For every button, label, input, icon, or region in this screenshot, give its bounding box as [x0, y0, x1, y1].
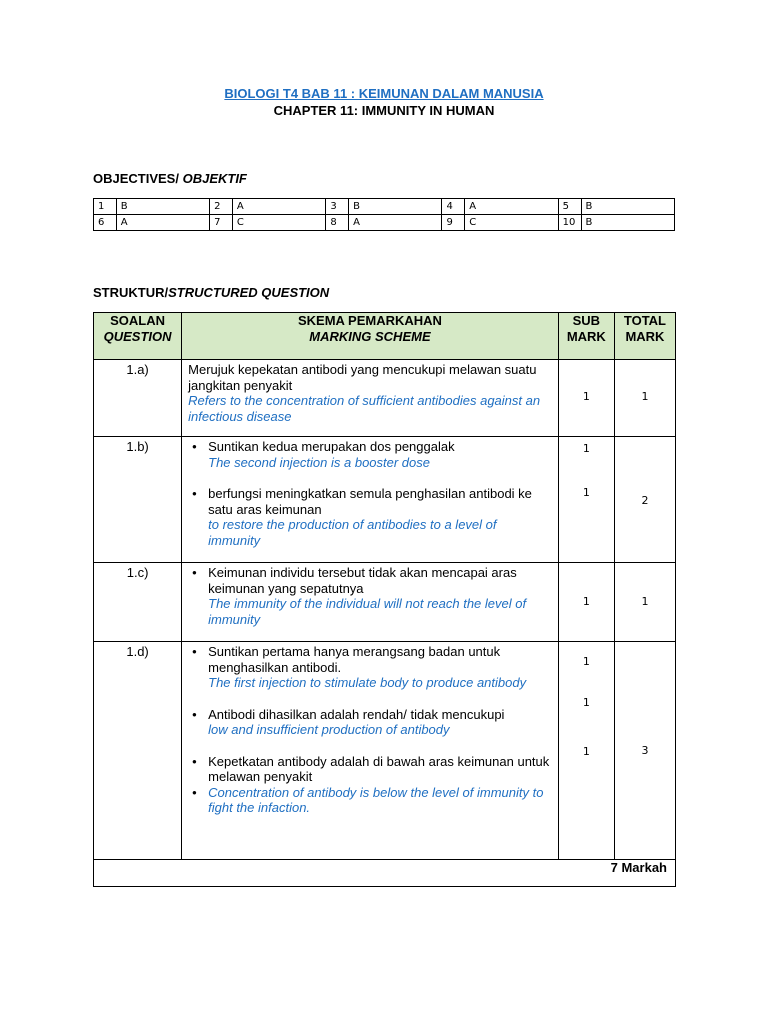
answer-point: [202, 565, 552, 627]
total-mark-cell: [614, 563, 675, 642]
scheme-cell: [182, 437, 559, 563]
question-number: 1.c): [94, 563, 182, 642]
column-total-line2: MARK: [625, 329, 665, 344]
objectives-table: [93, 198, 675, 231]
objective-number: 3: [326, 199, 349, 215]
objective-number: 6: [94, 215, 117, 231]
table-row: [94, 360, 676, 437]
question-number: 1.a): [94, 360, 182, 437]
marking-scheme-table: [93, 312, 676, 887]
objective-number: 10: [558, 215, 581, 231]
scheme-cell: [182, 563, 559, 642]
sub-mark: 1: [582, 655, 590, 668]
answer-malay: • Kepetkatan antibody adalah di bawah aras keimunan untuk melawan penyakit: [208, 753, 550, 784]
column-sub-line2: MARK: [566, 329, 606, 344]
answer-english: low and insufficient production of antibody: [208, 722, 450, 737]
objective-number: 2: [210, 199, 233, 215]
objective-answer: A: [349, 215, 442, 231]
scheme-cell: [182, 642, 559, 860]
column-total-line1: TOTAL: [623, 313, 666, 328]
answer-list: [188, 644, 552, 816]
column-sub-line1: SUB: [572, 313, 601, 328]
sub-mark-cell: [558, 642, 614, 860]
objectives-row: [94, 199, 675, 215]
sub-mark: 1: [582, 442, 590, 455]
answer-point: [202, 486, 552, 548]
question-number: 1.d): [94, 642, 182, 860]
column-scheme-malay: SKEMA PEMARKAHAN: [297, 313, 442, 328]
structured-heading-malay: STRUKTUR/: [93, 285, 169, 300]
objective-answer: C: [465, 215, 558, 231]
grand-total: 7 Markah: [94, 860, 676, 887]
objectives-row: [94, 215, 675, 231]
total-mark-cell: [614, 642, 675, 860]
answer-english: to restore the production of antibodies to a level of immunity: [208, 517, 497, 548]
answer-malay: • Suntikan pertama hanya merangsang badan untuk menghasilkan antibodi.: [208, 644, 501, 675]
answer-english: The immunity of the individual will not reach the level of immunity: [208, 596, 527, 627]
answer-point: [202, 707, 552, 738]
answer-point: [202, 785, 552, 816]
question-number: 1.b): [94, 437, 182, 563]
answer-english: Refers to the concentration of sufficient antibodies against an infectious disease: [188, 393, 541, 424]
column-header-total-mark: [614, 313, 675, 360]
column-header-sub-mark: [558, 313, 614, 360]
sub-mark: 1: [582, 595, 590, 608]
answer-malay: • Suntikan kedua merupakan dos penggalak: [208, 439, 455, 454]
objective-answer: B: [581, 215, 674, 231]
structured-heading: [93, 285, 329, 300]
total-mark-cell: [614, 360, 675, 437]
column-header-question: [94, 313, 182, 360]
answer-malay: • berfungsi meningkatkan semula penghasilan antibodi ke satu aras keimunan: [208, 486, 532, 517]
table-row: [94, 437, 676, 563]
answer-list: [188, 439, 552, 548]
objectives-heading: [93, 171, 247, 186]
table-header-row: [94, 313, 676, 360]
answer-malay: Merujuk kepekatan antibodi yang mencukupi melawan suatu jangkitan penyakit: [188, 362, 537, 393]
objectives-heading-english: OBJEKTIF: [182, 171, 247, 186]
sub-mark-cell: [558, 563, 614, 642]
objective-answer: B: [581, 199, 674, 215]
answer-point: [202, 754, 552, 785]
sub-mark: 1: [582, 390, 590, 403]
answer-malay: • Antibodi dihasilkan adalah rendah/ tidak mencukupi: [208, 706, 505, 722]
title-english: CHAPTER 11: IMMUNITY IN HUMAN: [273, 103, 495, 118]
objectives-heading-malay: OBJECTIVES/: [93, 171, 179, 186]
answer-english: • Concentration of antibody is below the level of immunity to fight the infaction.: [208, 784, 544, 815]
objective-number: 5: [558, 199, 581, 215]
structured-heading-english: STRUCTURED QUESTION: [168, 285, 330, 300]
table-row: [94, 563, 676, 642]
objective-answer: A: [232, 199, 325, 215]
objective-number: 8: [326, 215, 349, 231]
total-mark: 1: [641, 595, 649, 608]
objective-answer: A: [465, 199, 558, 215]
sub-mark: 1: [582, 745, 590, 758]
sub-mark: 1: [582, 696, 590, 709]
column-scheme-english: MARKING SCHEME: [309, 329, 431, 344]
total-row: [94, 860, 676, 887]
objective-number: 1: [94, 199, 117, 215]
total-mark: 1: [641, 390, 649, 403]
sub-mark-cell: [558, 360, 614, 437]
column-question-english: QUESTION: [103, 329, 172, 344]
objective-number: 7: [210, 215, 233, 231]
column-question-malay: SOALAN: [110, 313, 166, 328]
answer-list: [188, 565, 552, 627]
answer-point: [202, 439, 552, 470]
answer-english: The first injection to stimulate body to produce antibody: [208, 675, 527, 690]
objective-answer: B: [116, 199, 209, 215]
column-header-scheme: [182, 313, 559, 360]
title-malay: BIOLOGI T4 BAB 11 : KEIMUNAN DALAM MANUSIA: [224, 86, 544, 101]
objective-number: 9: [442, 215, 465, 231]
answer-english: The second injection is a booster dose: [208, 454, 430, 470]
sub-mark-cell: [558, 437, 614, 563]
objective-answer: A: [116, 215, 209, 231]
sub-mark: 1: [582, 486, 590, 499]
table-row: [94, 642, 676, 860]
answer-point: [202, 644, 552, 691]
objective-number: 4: [442, 199, 465, 215]
answer-malay: • Keimunan individu tersebut tidak akan mencapai aras keimunan yang sepatutnya: [208, 565, 517, 596]
scheme-cell: [182, 360, 559, 437]
total-mark-cell: [614, 437, 675, 563]
objective-answer: B: [349, 199, 442, 215]
total-mark: 3: [641, 744, 649, 757]
total-mark: 2: [641, 494, 649, 507]
objective-answer: C: [232, 215, 325, 231]
